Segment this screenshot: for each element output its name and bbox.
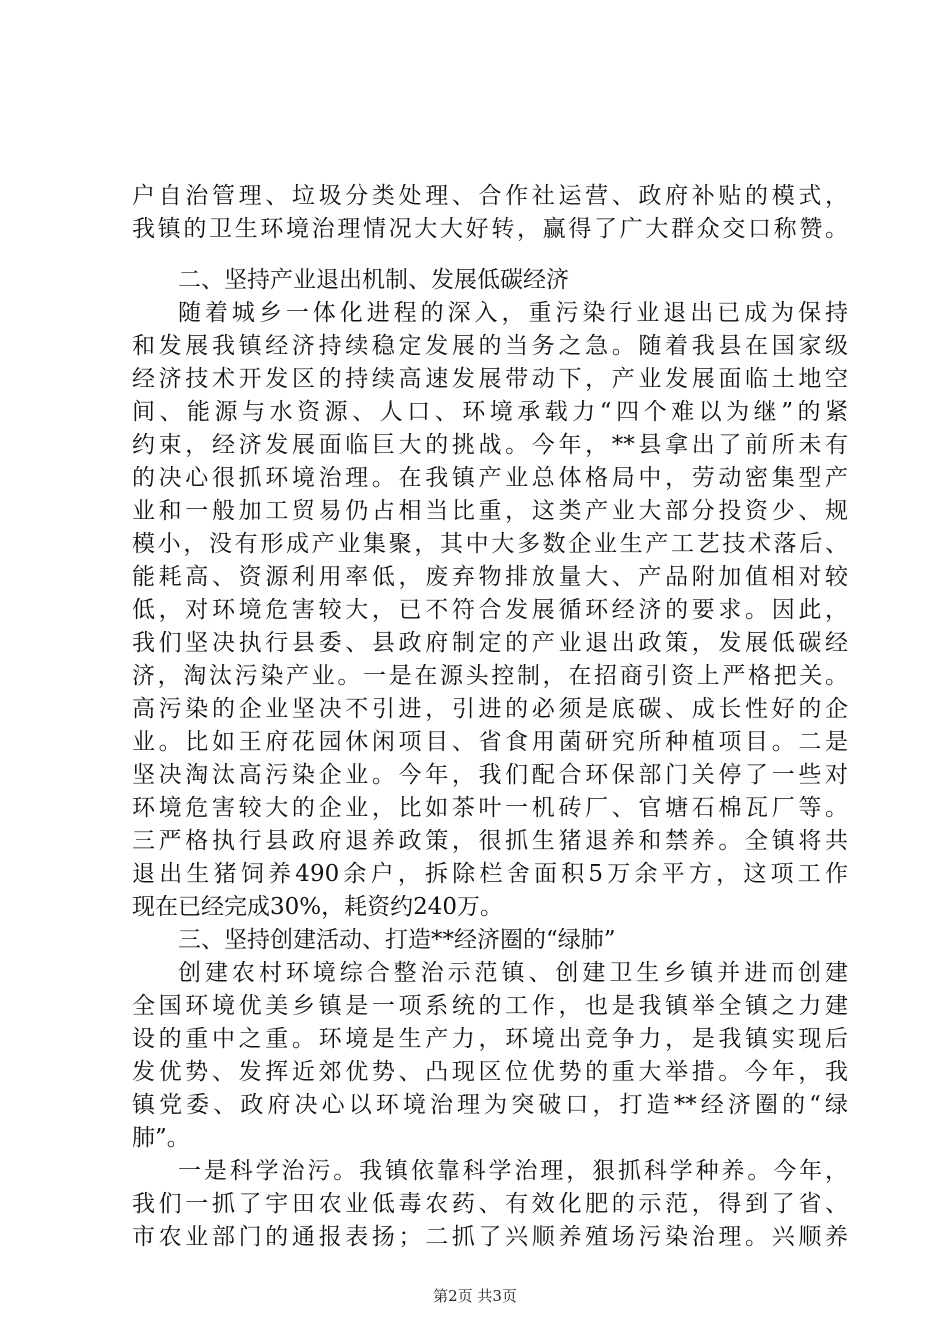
paragraph-line: 能耗高、资源利用率低，废弃物排放量大、产品附加值相对较	[132, 564, 848, 590]
paragraph-line: 肺”。	[132, 1125, 190, 1151]
paragraph-line: 济，淘汰污染产业。一是在源头控制，在招商引资上严格把关。	[132, 663, 848, 689]
paragraph-line: 我们坚决执行县委、县政府制定的产业退出政策，发展低碳经	[132, 630, 848, 656]
paragraph-line: 坚决淘汰高污染企业。今年，我们配合环保部门关停了一些对	[132, 762, 848, 788]
paragraph-line: 一是科学治污。我镇依靠科学治理，狠抓科学种养。今年，	[178, 1158, 848, 1184]
paragraph-line: 我们一抓了宇田农业低毒农药、有效化肥的示范，得到了省、	[132, 1191, 848, 1217]
paragraph-line: 间、能源与水资源、人口、环境承载力“四个难以为继”的紧	[132, 399, 848, 425]
paragraph-line: 创建农村环境综合整治示范镇、创建卫生乡镇并进而创建	[178, 960, 848, 986]
paragraph-line: 三严格执行县政府退养政策，很抓生猪退养和禁养。全镇将共	[132, 828, 848, 854]
paragraph-line: 的决心很抓环境治理。在我镇产业总体格局中，劳动密集型产	[132, 465, 848, 491]
paragraph-line: 我镇的卫生环境治理情况大大好转，赢得了广大群众交口称赞。	[132, 216, 848, 242]
paragraph-line: 低，对环境危害较大，已不符合发展循环经济的要求。因此，	[132, 597, 848, 623]
section-heading: 二、坚持产业退出机制、发展低碳经济	[178, 267, 569, 293]
paragraph-line: 户自治管理、垃圾分类处理、合作社运营、政府补贴的模式，	[132, 183, 848, 209]
paragraph-line: 市农业部门的通报表扬；二抓了兴顺养殖场污染治理。兴顺养	[132, 1224, 848, 1250]
paragraph-line: 业。比如王府花园休闲项目、省食用菌研究所种植项目。二是	[132, 729, 848, 755]
paragraph-line: 业和一般加工贸易仍占相当比重，这类产业大部分投资少、规	[132, 498, 848, 524]
paragraph-line: 设的重中之重。环境是生产力，环境出竞争力，是我镇实现后	[132, 1026, 848, 1052]
paragraph-line: 约束，经济发展面临巨大的挑战。今年，**县拿出了前所未有	[132, 432, 848, 458]
paragraph-line: 高污染的企业坚决不引进，引进的必须是底碳、成长性好的企	[132, 696, 848, 722]
paragraph-line: 退出生猪饲养490余户，拆除栏舍面积5万余平方，这项工作	[132, 861, 848, 887]
paragraph-line: 和发展我镇经济持续稳定发展的当务之急。随着我县在国家级	[132, 333, 848, 359]
paragraph-line: 现在已经完成30%，耗资约240万。	[132, 894, 504, 920]
section-heading: 三、坚持创建活动、打造**经济圈的“绿肺”	[178, 927, 616, 953]
paragraph-line: 模小，没有形成产业集聚，其中大多数企业生产工艺技术落后、	[132, 531, 848, 557]
paragraph-line: 经济技术开发区的持续高速发展带动下，产业发展面临土地空	[132, 366, 848, 392]
paragraph-line: 镇党委、政府决心以环境治理为突破口，打造**经济圈的“绿	[132, 1092, 848, 1118]
paragraph-line: 全国环境优美乡镇是一项系统的工作，也是我镇举全镇之力建	[132, 993, 848, 1019]
page-number-footer: 第2页 共3页	[433, 1287, 517, 1305]
paragraph-line: 随着城乡一体化进程的深入，重污染行业退出已成为保持	[178, 300, 848, 326]
paragraph-line: 发优势、发挥近郊优势、凸现区位优势的重大举措。今年，我	[132, 1059, 848, 1085]
paragraph-line: 环境危害较大的企业，比如茶叶一机砖厂、官塘石棉瓦厂等。	[132, 795, 848, 821]
